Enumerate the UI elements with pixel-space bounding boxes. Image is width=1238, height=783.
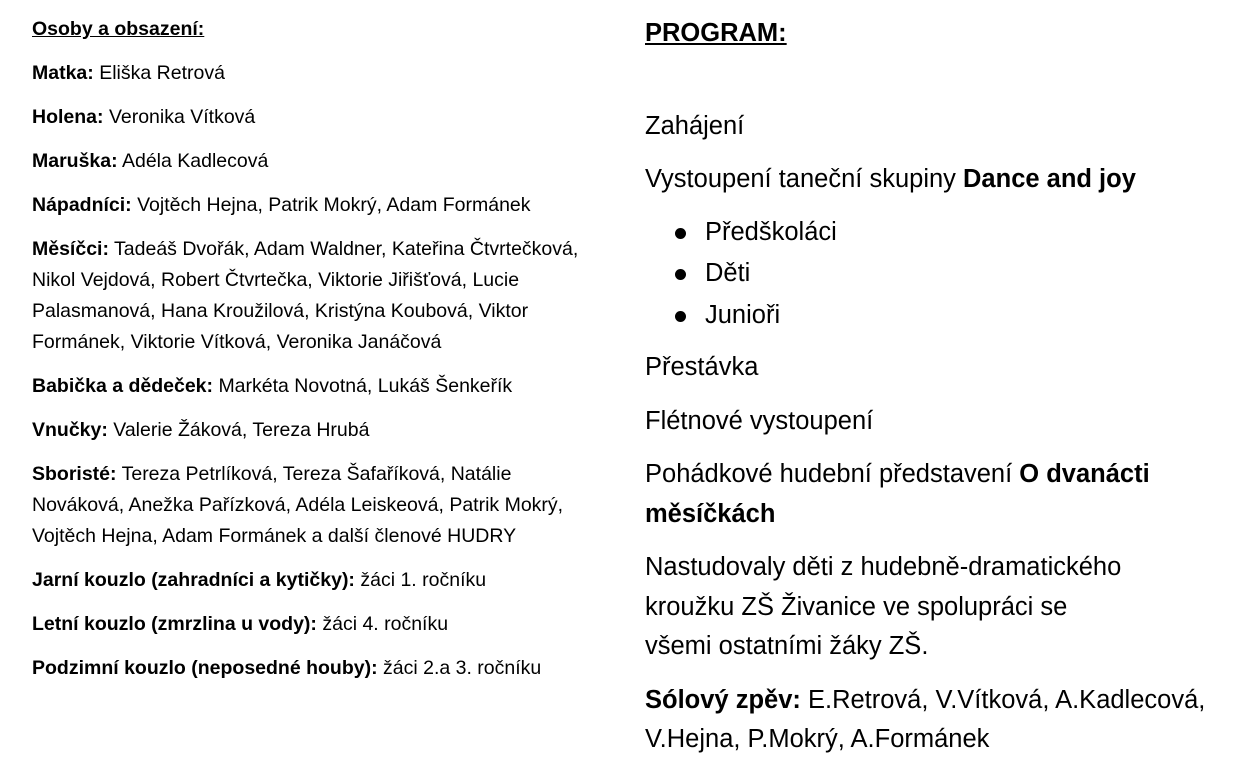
cast-entry-matka: [32, 58, 592, 89]
cast-entry-holena: [32, 102, 592, 133]
cast-role: Měsíčci:: [32, 238, 109, 260]
program-opening: Zahájení: [645, 111, 745, 140]
cast-entry-vnucky: [32, 415, 592, 446]
cast-role: Holena:: [32, 106, 104, 128]
studied-line: všemi ostatními žáky ZŠ.: [645, 632, 929, 660]
list-item: Junioři: [705, 295, 1225, 337]
cast-names: žáci 4. ročníku: [322, 613, 449, 635]
program-flute: Flétnové vystoupení: [645, 406, 874, 435]
cast-names: Markéta Novotná, Lukáš Šenkeřík: [218, 375, 513, 397]
cast-names: Adéla Kadlecová: [121, 150, 269, 172]
list-item: Děti: [705, 253, 1225, 295]
cast-names: Tadeáš Dvořák, Adam Waldner, Kateřina Čtvrtečková, Nikol Vejdová, Robert Čtvrtečka, Viktorie Jiřišťová, Lucie Palasmanová, Hana Kroužilová, Kristýna Koubová, Viktor Formánek, Viktorie Vítková, Veronika Janáčová: [32, 238, 579, 353]
program-show: [645, 455, 1225, 534]
studied-line: kroužku ZŠ Živanice ve spolupráci se: [645, 592, 1068, 621]
cast-heading: Osoby a obsazení:: [32, 18, 205, 40]
program-title: PROGRAM:: [645, 19, 787, 47]
cast-names: Eliška Retrová: [99, 62, 225, 84]
cast-entry-letni-kouzlo: [32, 609, 592, 640]
cast-entry-jarni-kouzlo: [32, 565, 592, 596]
cast-names: Vojtěch Hejna, Patrik Mokrý, Adam Formánek: [137, 194, 531, 216]
cast-role: Sboristé:: [32, 463, 117, 485]
cast-role: Babička a dědeček:: [32, 375, 214, 397]
program-studied: [645, 548, 1225, 667]
cast-entry-napadnici: [32, 190, 592, 221]
cast-role: Matka:: [32, 62, 94, 84]
dance-group-name: Dance and joy: [963, 165, 1136, 193]
cast-entry-maruska: [32, 146, 592, 177]
solo-names: E.Retrová, V.Vítková, A.Kadlecová, V.Hejna, P.Mokrý, A.Formánek: [645, 685, 1206, 753]
program-column: [645, 14, 1225, 774]
cast-names: žáci 2.a 3. ročníku: [383, 657, 542, 679]
cast-role: Vnučky:: [32, 419, 108, 441]
solo-label: Sólový zpěv:: [645, 685, 801, 714]
cast-names: žáci 1. ročníku: [360, 569, 487, 591]
dance-text: Vystoupení taneční skupiny: [645, 165, 956, 193]
program-break: Přestávka: [645, 353, 759, 381]
cast-role: Nápadníci:: [32, 194, 132, 216]
show-title: O dvanácti měsíčkách: [645, 460, 1150, 528]
show-text: Pohádkové hudební představení: [645, 460, 1013, 488]
program-dance: [645, 160, 1225, 200]
cast-role: Jarní kouzlo (zahradníci a kytičky):: [32, 569, 355, 591]
cast-entry-podzimni-kouzlo: [32, 653, 592, 684]
cast-role: Podzimní kouzlo (neposedné houby):: [32, 657, 378, 679]
cast-names: Valerie Žáková, Tereza Hrubá: [113, 419, 370, 441]
dance-list: [645, 212, 1225, 337]
program-solo: [645, 681, 1225, 760]
studied-line: Nastudovaly děti z hudebně-dramatického: [645, 553, 1122, 581]
cast-entry-sboriste: [32, 459, 592, 552]
cast-names: Tereza Petrlíková, Tereza Šafaříková, Natálie Nováková, Anežka Pařízková, Adéla Leiskeová, Patrik Mokrý, Vojtěch Hejna, Adam Formánek a další členové HUDRY: [32, 463, 564, 547]
cast-entry-babicka-dedecek: [32, 371, 592, 402]
cast-column: [32, 14, 592, 697]
cast-role: Maruška:: [32, 150, 118, 172]
cast-names: Veronika Vítková: [108, 106, 256, 128]
list-item: Předškoláci: [705, 212, 1225, 254]
cast-entry-mesicci: [32, 234, 592, 358]
spacer: [645, 54, 1225, 107]
cast-role: Letní kouzlo (zmrzlina u vody):: [32, 613, 317, 635]
